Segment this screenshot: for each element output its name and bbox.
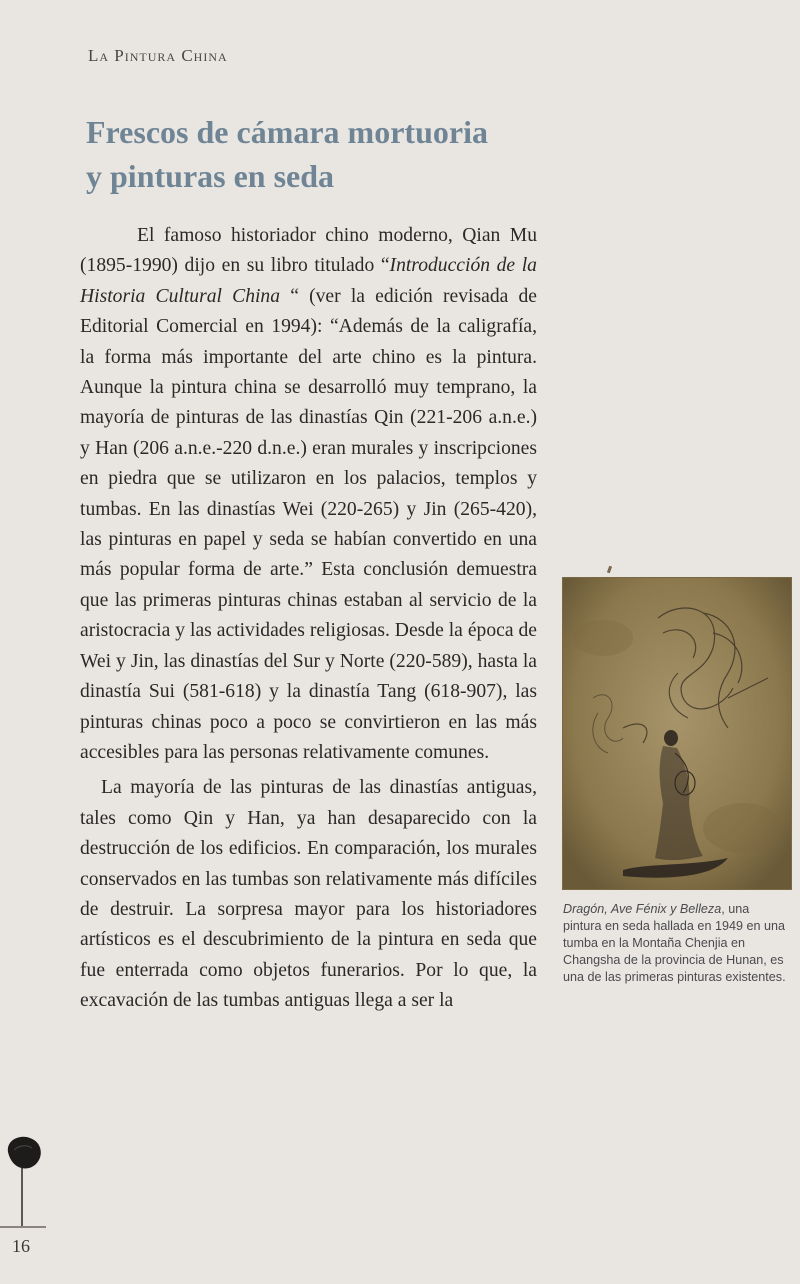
paragraph-1-rest: “ (ver la edición revisada de Editorial Comercial en 1994): “Además de la caligrafía, la forma más importante del arte chino es la pintura. Aunque la pintura china se desarrolló muy temprano, la mayoría de pinturas de las dinastías Qin (221-206 a.n.e.) y Han (206 a.n.e.-220 d.n.e.) eran murales y inscripciones en piedra que se utilizaron en los palacios, templos y tumbas. En las dinastías Wei (220-265) y Jin (265-420), las pinturas en papel y seda se habían convertido en una más popular forma de arte.” Esta conclusión demuestra que las primeras pinturas chinas estaban al servicio de la aristocracia y las actividades religiosas. Desde la época de Wei y Jin, las dinastías del Sur y Norte (220-589), hasta la dinastía Sui (581-618) y la dinastía Tang (618-907), las pinturas chinas poco a poco se convirtieron en las más accesibles para las personas relativamente comunes.	[80, 285, 537, 763]
section-title	[86, 110, 556, 198]
caption-text: , una pintura en seda hallada en 1949 en una tumba en la Montaña Chenjia en Changsha de la provincia de Hunan, es una de las primeras pinturas existentes.	[563, 902, 786, 984]
body-text	[80, 221, 537, 1017]
running-head: La Pintura China	[88, 46, 228, 65]
leaf-icon	[0, 1130, 48, 1235]
book-title: Introducción de la Historia Cultural China	[80, 255, 537, 307]
silk-painting-image	[563, 578, 791, 889]
figure-caption	[563, 901, 788, 986]
section-title-line1: Frescos de cámara mortuoria	[86, 114, 488, 150]
section-title-line2: y pinturas en seda	[86, 158, 335, 194]
caption-title: Dragón, Ave Fénix y Belleza	[563, 902, 722, 916]
small-mark	[607, 566, 612, 574]
page-number: 16	[12, 1236, 30, 1256]
paragraph-2: La mayoría de las pinturas de las dinastías antiguas, tales como Qin y Han, ya han desaparecido con la destrucción de los edificios. En comparación, los murales conservados en las tumbas son relativamente más difíciles de destruir. La sorpresa mayor para los historiadores artísticos es el descubrimiento de la pintura en seda que fue enterrada como objetos funerarios. Por lo que, la excavación de las tumbas antiguas llega a ser la	[80, 777, 537, 1012]
silk-painting-illustration	[563, 578, 791, 889]
paragraph-1	[80, 221, 537, 768]
paragraph-1-intro: El famoso historiador chino moderno, Qian Mu (1895-1990) dijo en su libro titulado “	[80, 225, 537, 277]
footer-rule	[0, 1226, 46, 1228]
